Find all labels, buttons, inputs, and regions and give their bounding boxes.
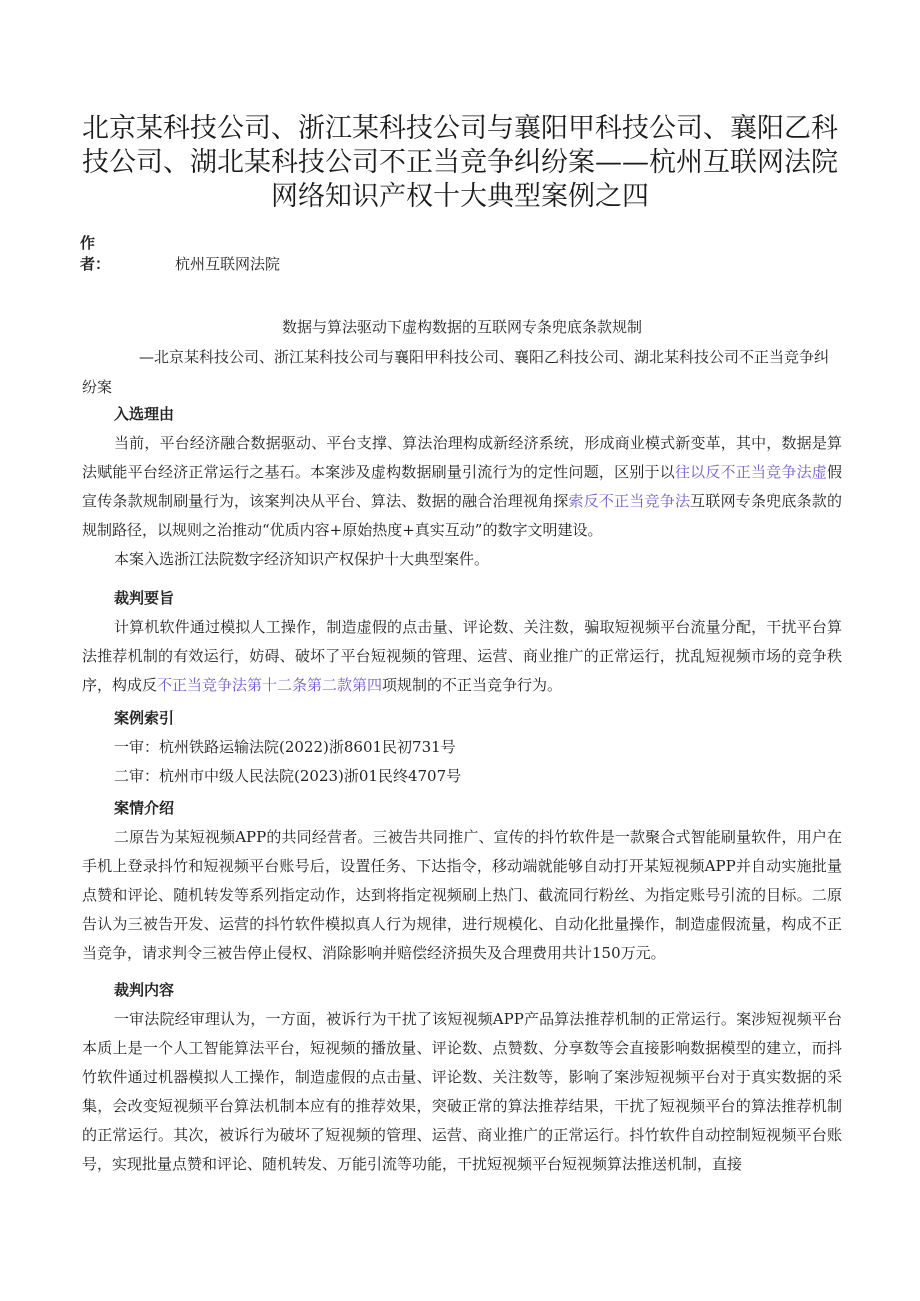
law-link[interactable]: 往以反不正当竞争法虚	[674, 463, 827, 481]
paragraph: 一审法院经审理认为，一方面，被诉行为干扰了该短视频APP产品算法推荐机制的正常运行。案涉短视频平台本质上是一个人工智能算法平台，短视频的播放量、评论数、点赞数、分享数等会直接影响数据模型的建立，而抖竹软件通过机器模拟人工操作，制造虚假的点击量、评论数、关注数等，影响了案涉短视频平台对于真实数据的采集，会改变短视频平台算法机制本应有的推荐效果，突破正常的算法推荐结果，干扰了短视频平台的算法推荐机制的正常运行。其次，被诉行为破坏了短视频的管理、运营、商业推广的正常运行。抖竹软件自动控制短视频平台账号，实现批量点赞和评论、随机转发、万能引流等功能，干扰短视频平台短视频算法推送机制，直接	[82, 1010, 842, 1173]
paragraph: 当前，平台经济融合数据驱动、平台支撑、算法治理构成新经济系统，形成商业模式新变革，其中，数据是算法赋能平台经济正常运行之基石。本案涉及虚构数据刷量引流行为的定性问题，区别于以往以反不正当竞争法虚假宣传条款规制刷量行为，该案判决从平台、算法、数据的融合治理视角探索反不正当竞争法互联网专条兜底条款的规制路径，以规则之治推动“优质内容+原始热度+真实互动”的数字文明建设。	[82, 434, 842, 539]
section-case-intro	[82, 794, 842, 968]
first-instance: 一审：杭州铁路运输法院(2022)浙8601民初731号	[114, 738, 456, 756]
section-ruling-gist	[82, 584, 842, 700]
second-instance: 二审：杭州市中级人民法院(2023)浙01民终4707号	[114, 767, 462, 785]
section-heading: 裁判内容	[114, 981, 175, 999]
section-selection-reason	[82, 400, 842, 574]
author-label: 作者：	[80, 234, 111, 273]
paragraph: 二原告为某短视频APP的共同经营者。三被告共同推广、宣传的抖竹软件是一款聚合式智能刷量软件，用户在手机上登录抖竹和短视频平台账号后，设置任务、下达指令，移动端就能够自动打开某短视频APP并自动实施批量点赞和评论、随机转发等系列指定动作，达到将指定视频刷上热门、截流同行粉丝、为指定账号引流的目标。二原告认为三被告开发、运营的抖竹软件模拟真人行为规律，进行规模化、自动化批量操作，制造虚假流量，构成不正当竞争，请求判令三被告停止侵权、消除影响并赔偿经济损失及合理费用共计150万元。	[82, 828, 842, 962]
section-heading: 裁判要旨	[114, 589, 175, 607]
section-heading: 案情介绍	[114, 799, 175, 817]
paragraph: 本案入选浙江法院数字经济知识产权保护十大典型案件。	[114, 550, 490, 568]
section-case-index	[82, 704, 842, 791]
author-value: 杭州互联网法院	[175, 255, 281, 273]
law-link[interactable]: 索反不正当竞争法	[568, 492, 691, 510]
author-line	[80, 232, 280, 274]
paragraph: 计算机软件通过模拟人工操作，制造虚假的点击量、评论数、关注数，骗取短视频平台流量分配，干扰平台算法推荐机制的有效运行，妨碍、破坏了平台短视频的管理、运营、商业推广的正常运行，扰乱短视频市场的竞争秩序，构成反不正当竞争法第十二条第二款第四项规制的不正当竞争行为。	[82, 618, 842, 694]
section-heading: 入选理由	[114, 405, 175, 423]
section-heading: 案例索引	[114, 709, 175, 727]
case-subtitle-parties: —北京某科技公司、浙江某科技公司与襄阳甲科技公司、襄阳乙科技公司、湖北某科技公司不正当竞争纠纷案	[82, 348, 830, 396]
document-title: 北京某科技公司、浙江某科技公司与襄阳甲科技公司、襄阳乙科技公司、湖北某科技公司不正当竞争纠纷案——杭州互联网法院网络知识产权十大典型案例之四	[82, 113, 838, 212]
case-subtitle: 数据与算法驱动下虚构数据的互联网专条兜底条款规制	[281, 318, 642, 336]
section-ruling-content	[82, 976, 842, 1179]
law-link[interactable]: 不正当竞争法第十二条第二款第四	[157, 676, 383, 694]
